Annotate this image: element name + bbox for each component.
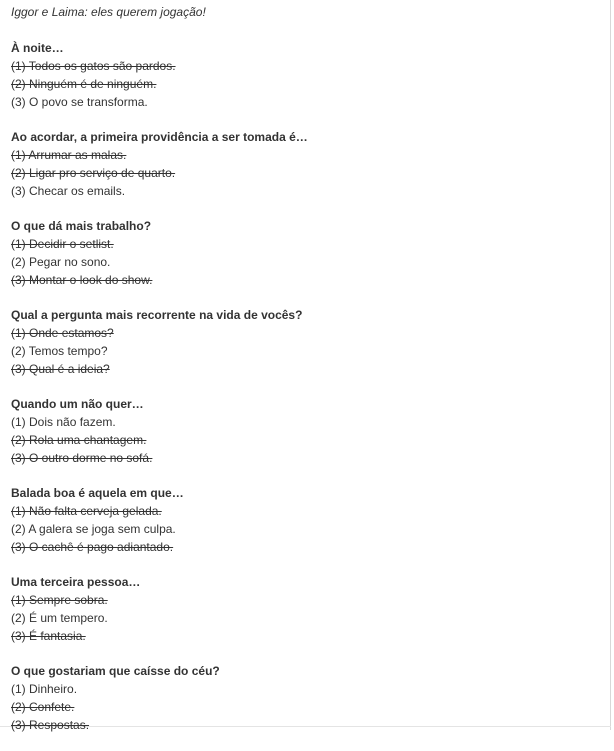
answer-option-struck: (3) Qual é a ideia? bbox=[11, 362, 110, 376]
question-block bbox=[11, 484, 601, 556]
answer-option-chosen: (2) A galera se joga sem culpa. bbox=[11, 522, 176, 536]
answer-option-struck: (1) Não falta cerveja gelada. bbox=[11, 504, 162, 518]
question-block bbox=[11, 306, 601, 378]
answer-option-struck: (2) Rola uma chantagem. bbox=[11, 433, 147, 447]
intro-text: Iggor e Laima: eles querem jogação! bbox=[11, 5, 206, 19]
question-block bbox=[11, 128, 601, 200]
answer-option-chosen: (1) Dinheiro. bbox=[11, 682, 78, 696]
answer-option-struck: (3) É fantasia. bbox=[11, 629, 86, 643]
answer-option-struck: (3) Respostas. bbox=[11, 718, 90, 732]
question-heading: O que gostariam que caísse do céu? bbox=[11, 664, 220, 678]
question-heading: Quando um não quer… bbox=[11, 397, 144, 411]
answer-option-struck: (1) Todos os gatos são pardos. bbox=[11, 59, 176, 73]
answer-option-struck: (3) O outro dorme no sofá. bbox=[11, 451, 153, 465]
answer-option-chosen: (3) Checar os emails. bbox=[11, 184, 126, 198]
question-heading: Uma terceira pessoa… bbox=[11, 575, 141, 589]
answer-option-chosen: (3) O povo se transforma. bbox=[11, 95, 148, 109]
answer-option-chosen: (2) Temos tempo? bbox=[11, 344, 108, 358]
answer-option-struck: (2) Ninguém é de ninguém. bbox=[11, 77, 157, 91]
question-heading: Qual a pergunta mais recorrente na vida de vocês? bbox=[11, 308, 303, 322]
answer-option-struck: (1) Onde estamos? bbox=[11, 326, 114, 340]
question-list bbox=[11, 39, 601, 734]
answer-option-struck: (2) Ligar pro serviço de quarto. bbox=[11, 166, 176, 180]
question-block bbox=[11, 39, 601, 111]
question-block bbox=[11, 217, 601, 289]
answer-option-struck: (2) Confete. bbox=[11, 700, 75, 714]
question-block bbox=[11, 395, 601, 467]
question-heading: O que dá mais trabalho? bbox=[11, 219, 152, 233]
question-heading: Ao acordar, a primeira providência a ser tomada é… bbox=[11, 130, 308, 144]
question-block bbox=[11, 573, 601, 645]
question-heading: Balada boa é aquela em que… bbox=[11, 486, 184, 500]
answer-option-chosen: (1) Dois não fazem. bbox=[11, 415, 116, 429]
question-heading: À noite… bbox=[11, 41, 64, 55]
answer-option-struck: (3) Montar o look do show. bbox=[11, 273, 153, 287]
answer-option-struck: (1) Decidir o setlist. bbox=[11, 237, 114, 251]
answer-option-chosen: (2) Pegar no sono. bbox=[11, 255, 111, 269]
answer-option-chosen: (2) É um tempero. bbox=[11, 611, 108, 625]
quiz-article bbox=[11, 4, 601, 751]
answer-option-struck: (3) O cachê é pago adiantado. bbox=[11, 540, 174, 554]
answer-option-struck: (1) Arrumar as malas. bbox=[11, 148, 127, 162]
question-block bbox=[11, 662, 601, 734]
answer-option-struck: (1) Sempre sobra. bbox=[11, 593, 108, 607]
